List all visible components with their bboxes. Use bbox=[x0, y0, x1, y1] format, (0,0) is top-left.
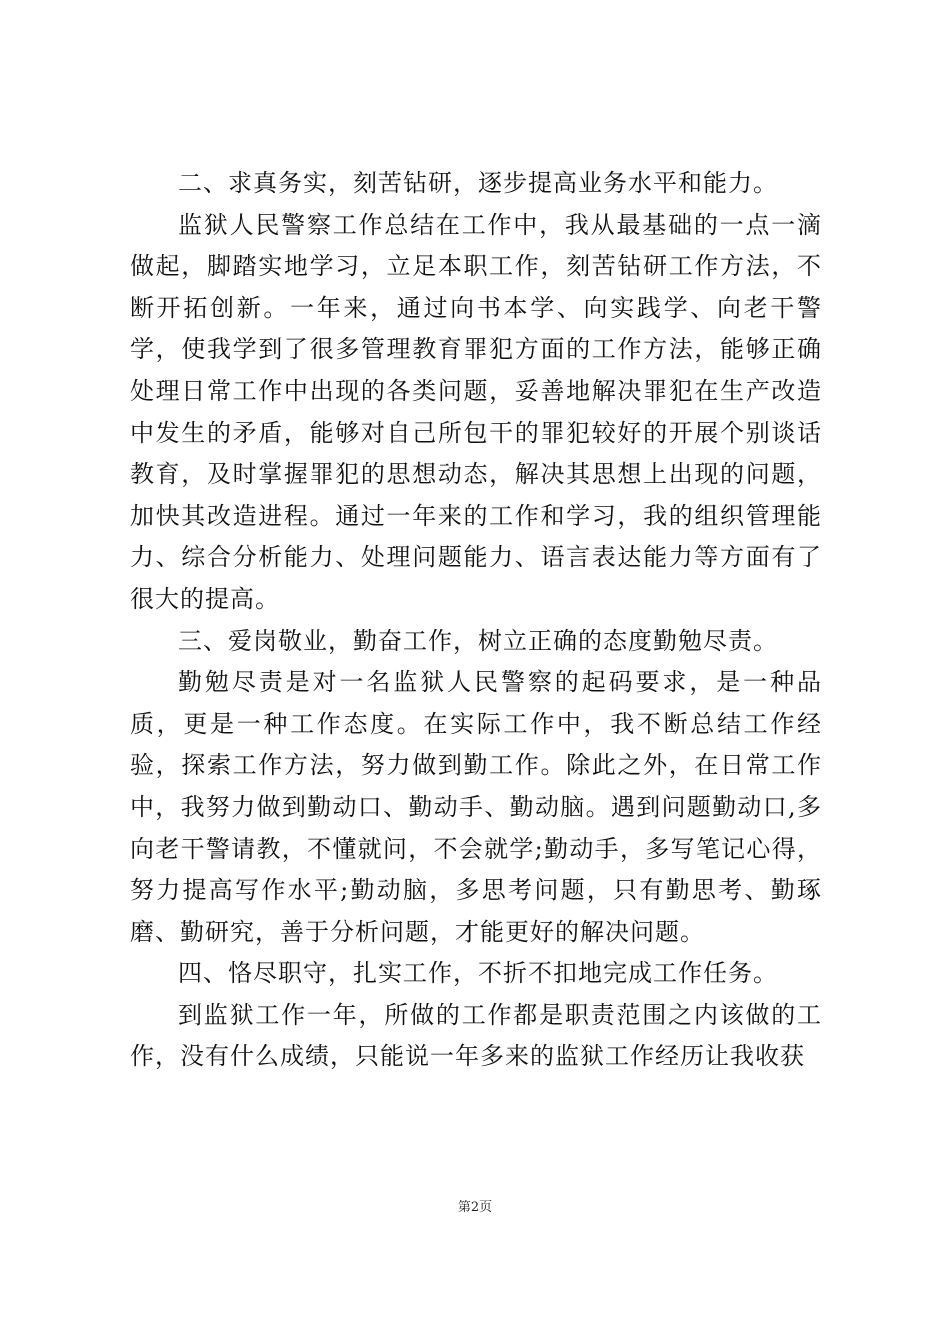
section-heading-3: 三、爱岗敬业，勤奋工作，树立正确的态度勤勉尽责。 bbox=[178, 626, 778, 655]
paragraph: 勤勉尽责是对一名监狱人民警察的起码要求，是一种品质，更是一种工作态度。在实际工作中，我不断总结工作经验，探索工作方法，努力做到勤工作。除此之外，在日常工作中，我努力做到勤动口、勤动手、勤动脑。遇到问题勤动口,多向老干警请教，不懂就问，不会就学;勤动手，多写笔记心得，努力提高写作水平;勤动脑，多思考问题，只有勤思考、勤琢磨、勤研究，善于分析问题，才能更好的解决问题。 bbox=[130, 668, 822, 946]
paragraph: 到监狱工作一年，所做的工作都是职责范围之内该做的工作，没有什么成绩，只能说一年多来的监狱工作经历让我收获 bbox=[130, 1000, 822, 1071]
paragraph: 监狱人民警察工作总结在工作中，我从最基础的一点一滴做起，脚踏实地学习，立足本职工作，刻苦钻研工作方法，不断开拓创新。一年来，通过向书本学、向实践学、向老干警学，使我学到了很多管理教育罪犯方面的工作方法，能够正确处理日常工作中出现的各类问题，妥善地解决罪犯在生产改造中发生的矛盾，能够对自己所包干的罪犯较好的开展个别谈话教育，及时掌握罪犯的思想动态，解决其思想上出现的问题，加快其改造进程。通过一年来的工作和学习，我的组织管理能力、综合分析能力、处理问题能力、语言表达能力等方面有了很大的提高。 bbox=[130, 210, 822, 613]
section-heading-4: 四、恪尽职守，扎实工作，不折不扣地完成工作任务。 bbox=[178, 959, 778, 988]
body-text bbox=[130, 163, 822, 1078]
section-heading-2: 二、求真务实，刻苦钻研，逐步提高业务水平和能力。 bbox=[178, 169, 778, 197]
page-number: 第2页 bbox=[457, 1200, 493, 1215]
